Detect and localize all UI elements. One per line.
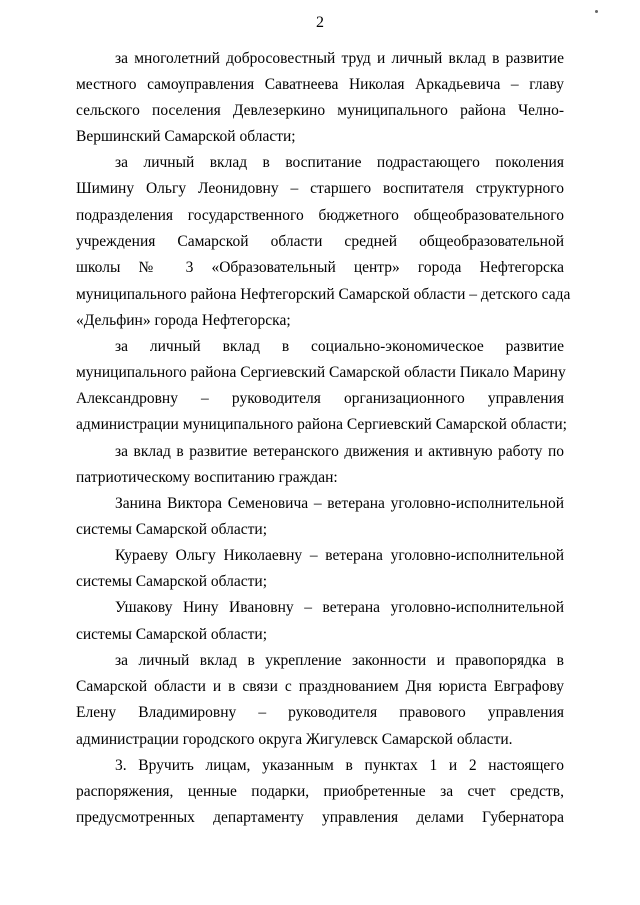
text-line: распоряжения, ценные подарки, приобретенные за счет средств,: [76, 783, 564, 800]
text-line: Шимину Ольгу Леонидовну – старшего воспитателя структурного: [76, 180, 564, 197]
text-line: Кураеву Ольгу Николаевну – ветерана уголовно-исполнительной: [115, 547, 564, 564]
page-number: 2: [316, 14, 324, 31]
text-line: системы Самарской области;: [76, 626, 268, 643]
text-line: за многолетний добросовестный труд и личный вклад в развитие: [115, 50, 564, 67]
text-line: подразделения государственного бюджетного общеобразовательного: [76, 207, 564, 224]
scan-speck: [595, 10, 598, 13]
text-line: сельского поселения Девлезеркино муниципального района Челно-: [76, 102, 564, 119]
text-line: Вершинский Самарской области;: [76, 128, 296, 145]
text-line: системы Самарской области;: [76, 573, 268, 590]
text-line: Александровну – руководителя организационного управления: [76, 390, 564, 407]
text-line: за личный вклад в социально-экономическое развитие: [115, 338, 564, 355]
text-line: учреждения Самарской области средней общеобразовательной: [76, 233, 564, 250]
text-line: системы Самарской области;: [76, 521, 268, 538]
text-line: за личный вклад в воспитание подрастающего поколения: [115, 154, 564, 171]
text-line: Самарской области и в связи с празднованием Дня юриста Евграфову: [76, 678, 564, 695]
text-line: местного самоуправления Саватнеева Николая Аркадьевича – главу: [76, 76, 564, 93]
text-line: администрации городского округа Жигулевск Самарской области.: [76, 731, 513, 748]
text-line: предусмотренных департаменту управления делами Губернатора: [76, 809, 564, 826]
text-line: Занина Виктора Семеновича – ветерана уголовно-исполнительной: [115, 495, 564, 512]
text-line: «Дельфин» города Нефтегорска;: [76, 312, 291, 329]
text-line: администрации муниципального района Сергиевский Самарской области;: [76, 416, 567, 433]
text-line: школы № 3 «Образовательный центр» города Нефтегорска: [76, 259, 564, 276]
text-line: патриотическому воспитанию граждан:: [76, 469, 338, 486]
text-line: муниципального района Сергиевский Самарской области Пикало Марину: [76, 364, 566, 381]
text-line: Елену Владимировну – руководителя правового управления: [76, 704, 564, 721]
text-line: за вклад в развитие ветеранского движения и активную работу по: [115, 443, 564, 460]
text-line: муниципального района Нефтегорский Самарской области – детского сада: [76, 286, 571, 303]
text-line: 3. Вручить лицам, указанным в пунктах 1 и 2 настоящего: [115, 757, 564, 774]
text-line: Ушакову Нину Ивановну – ветерана уголовно-исполнительной: [115, 599, 564, 616]
text-line: за личный вклад в укрепление законности и правопорядка в: [115, 652, 564, 669]
